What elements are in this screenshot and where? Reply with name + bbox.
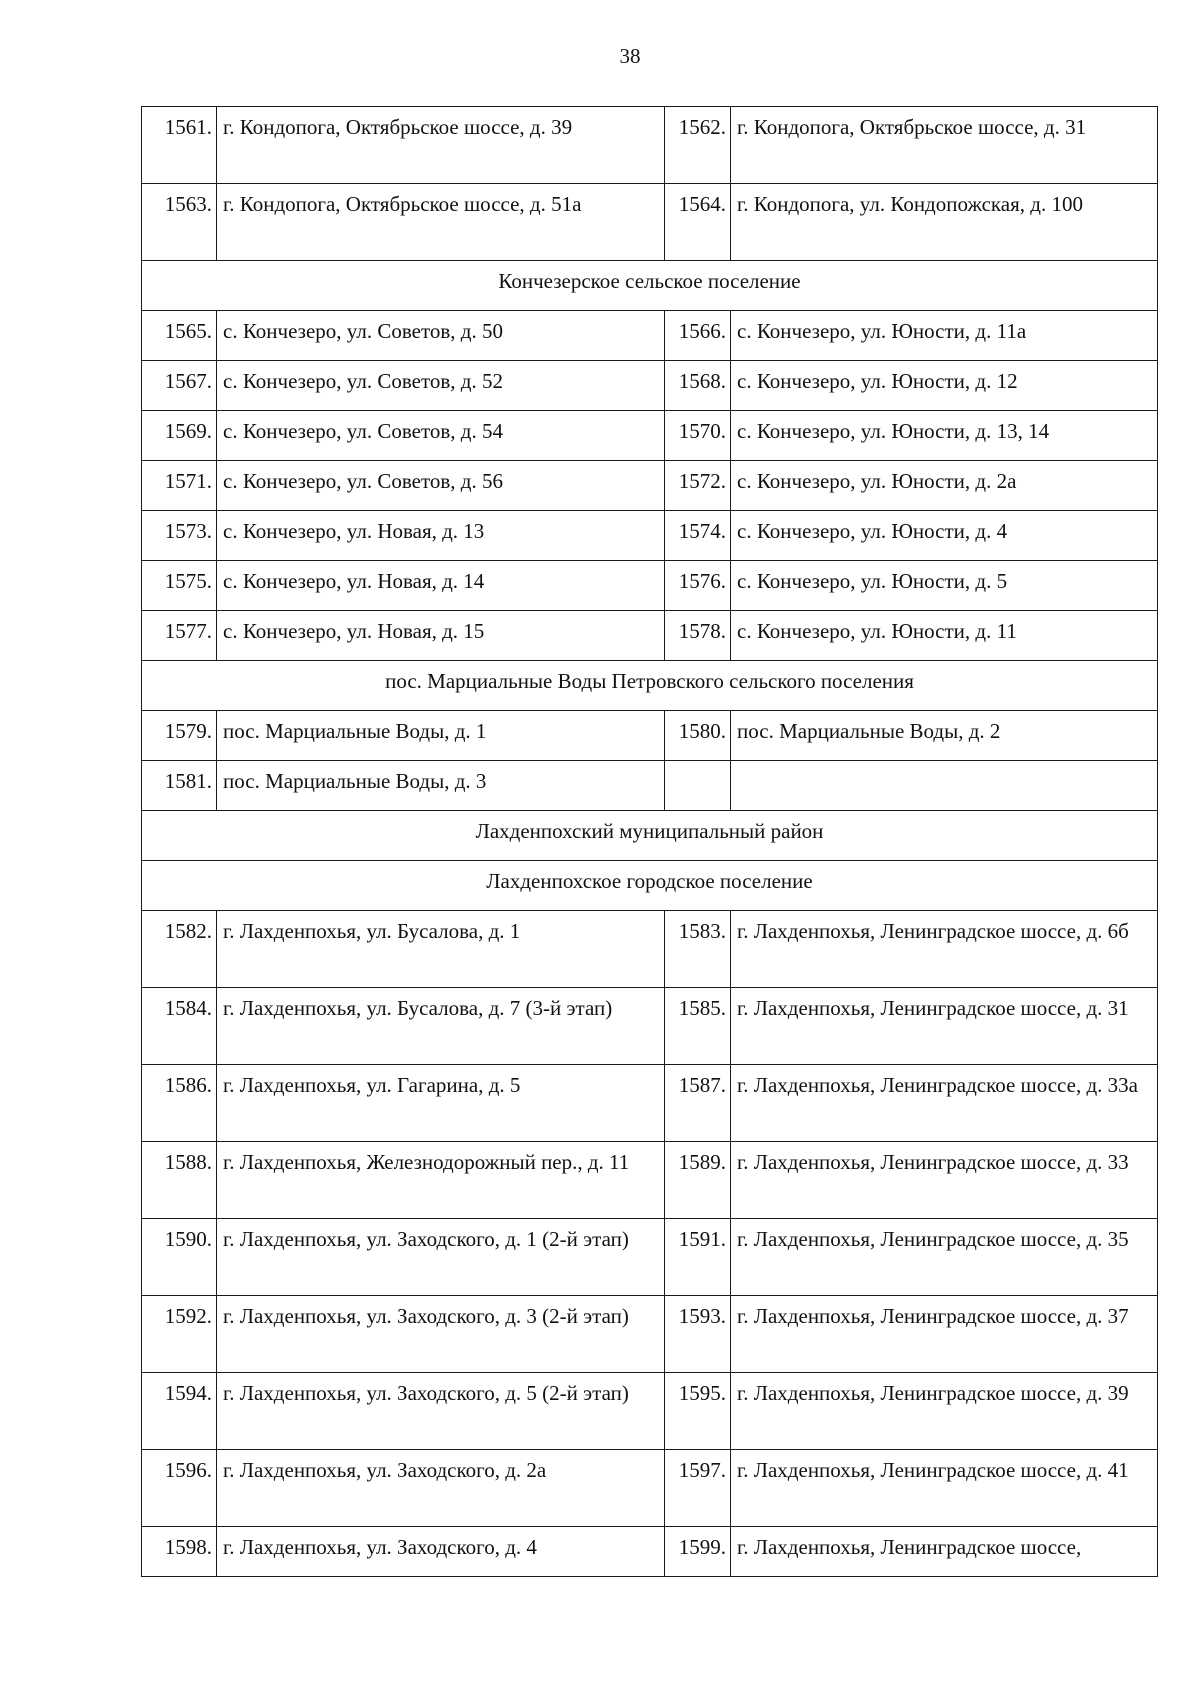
page-number: 38	[619, 44, 641, 68]
right-entry-address: г. Кондопога, ул. Кондопожская, д. 100	[731, 184, 1158, 261]
right-entry-address: г. Лахденпохья, Ленинградское шоссе, д. 33а	[731, 1065, 1158, 1142]
table-row	[142, 1373, 1158, 1450]
right-entry-address: с. Кончезеро, ул. Юности, д. 12	[731, 361, 1158, 411]
right-entry-number: 1583.	[665, 911, 731, 988]
left-entry-number: 1575.	[142, 561, 217, 611]
table-row	[142, 1296, 1158, 1373]
right-entry-number: 1574.	[665, 511, 731, 561]
left-entry-number: 1563.	[142, 184, 217, 261]
left-entry-number: 1594.	[142, 1373, 217, 1450]
table-row	[142, 1065, 1158, 1142]
table-row	[142, 107, 1158, 184]
right-entry-number: 1572.	[665, 461, 731, 511]
left-entry-address: с. Кончезеро, ул. Новая, д. 13	[217, 511, 665, 561]
right-entry-number: 1585.	[665, 988, 731, 1065]
left-entry-number: 1567.	[142, 361, 217, 411]
left-entry-number: 1569.	[142, 411, 217, 461]
left-entry-number: 1584.	[142, 988, 217, 1065]
right-entry-address: с. Кончезеро, ул. Юности, д. 13, 14	[731, 411, 1158, 461]
right-entry-number	[665, 761, 731, 811]
left-entry-address: пос. Марциальные Воды, д. 3	[217, 761, 665, 811]
section-header-row	[142, 661, 1158, 711]
left-entry-number: 1581.	[142, 761, 217, 811]
left-entry-number: 1582.	[142, 911, 217, 988]
right-entry-address: г. Лахденпохья, Ленинградское шоссе, д. 39	[731, 1373, 1158, 1450]
right-entry-number: 1562.	[665, 107, 731, 184]
right-entry-address: г. Лахденпохья, Ленинградское шоссе, д. 35	[731, 1219, 1158, 1296]
left-entry-number: 1573.	[142, 511, 217, 561]
table-row	[142, 361, 1158, 411]
right-entry-address: с. Кончезеро, ул. Юности, д. 2а	[731, 461, 1158, 511]
left-entry-number: 1596.	[142, 1450, 217, 1527]
section-header: Лахденпохский муниципальный район	[142, 811, 1158, 861]
left-entry-number: 1598.	[142, 1527, 217, 1577]
table-row	[142, 911, 1158, 988]
left-entry-number: 1577.	[142, 611, 217, 661]
left-entry-number: 1588.	[142, 1142, 217, 1219]
left-entry-number: 1590.	[142, 1219, 217, 1296]
right-entry-address	[731, 761, 1158, 811]
right-entry-address: г. Лахденпохья, Ленинградское шоссе, д. 37	[731, 1296, 1158, 1373]
left-entry-number: 1561.	[142, 107, 217, 184]
section-header: пос. Марциальные Воды Петровского сельского поселения	[142, 661, 1158, 711]
left-entry-address: с. Кончезеро, ул. Новая, д. 15	[217, 611, 665, 661]
right-entry-number: 1568.	[665, 361, 731, 411]
left-entry-address: г. Лахденпохья, ул. Гагарина, д. 5	[217, 1065, 665, 1142]
left-entry-number: 1579.	[142, 711, 217, 761]
right-entry-number: 1595.	[665, 1373, 731, 1450]
left-entry-address: г. Лахденпохья, ул. Заходского, д. 1 (2-й этап)	[217, 1219, 665, 1296]
left-entry-address: г. Лахденпохья, ул. Заходского, д. 3 (2-й этап)	[217, 1296, 665, 1373]
right-entry-address: г. Кондопога, Октябрьское шоссе, д. 31	[731, 107, 1158, 184]
table-row	[142, 411, 1158, 461]
left-entry-address: с. Кончезеро, ул. Новая, д. 14	[217, 561, 665, 611]
table-row	[142, 711, 1158, 761]
right-entry-number: 1580.	[665, 711, 731, 761]
table-row	[142, 1450, 1158, 1527]
left-entry-address: г. Кондопога, Октябрьское шоссе, д. 51а	[217, 184, 665, 261]
left-entry-address: г. Лахденпохья, ул. Бусалова, д. 7 (3-й этап)	[217, 988, 665, 1065]
table-row	[142, 761, 1158, 811]
left-entry-number: 1592.	[142, 1296, 217, 1373]
table-row	[142, 184, 1158, 261]
right-entry-number: 1591.	[665, 1219, 731, 1296]
left-entry-number: 1571.	[142, 461, 217, 511]
right-entry-address: с. Кончезеро, ул. Юности, д. 11	[731, 611, 1158, 661]
table-row	[142, 1527, 1158, 1577]
table-row	[142, 1219, 1158, 1296]
right-entry-number: 1599.	[665, 1527, 731, 1577]
right-entry-number: 1587.	[665, 1065, 731, 1142]
table-row	[142, 611, 1158, 661]
left-entry-address: пос. Марциальные Воды, д. 1	[217, 711, 665, 761]
section-header: Лахденпохское городское поселение	[142, 861, 1158, 911]
right-entry-address: г. Лахденпохья, Ленинградское шоссе, д. 41	[731, 1450, 1158, 1527]
right-entry-address: с. Кончезеро, ул. Юности, д. 11а	[731, 311, 1158, 361]
right-entry-number: 1576.	[665, 561, 731, 611]
left-entry-address: г. Лахденпохья, Железнодорожный пер., д. 11	[217, 1142, 665, 1219]
right-entry-number: 1566.	[665, 311, 731, 361]
table-row	[142, 561, 1158, 611]
section-header-row	[142, 811, 1158, 861]
left-entry-address: с. Кончезеро, ул. Советов, д. 56	[217, 461, 665, 511]
section-header-row	[142, 261, 1158, 311]
right-entry-number: 1593.	[665, 1296, 731, 1373]
right-entry-address: г. Лахденпохья, Ленинградское шоссе, д. 33	[731, 1142, 1158, 1219]
table-row	[142, 511, 1158, 561]
left-entry-address: с. Кончезеро, ул. Советов, д. 52	[217, 361, 665, 411]
right-entry-number: 1570.	[665, 411, 731, 461]
right-entry-number: 1578.	[665, 611, 731, 661]
table-row	[142, 1142, 1158, 1219]
left-entry-address: г. Лахденпохья, ул. Заходского, д. 4	[217, 1527, 665, 1577]
section-header-row	[142, 861, 1158, 911]
right-entry-address: г. Лахденпохья, Ленинградское шоссе, д. 31	[731, 988, 1158, 1065]
right-entry-address: г. Лахденпохья, Ленинградское шоссе, д. 6б	[731, 911, 1158, 988]
address-table	[141, 106, 1158, 1577]
right-entry-address: пос. Марциальные Воды, д. 2	[731, 711, 1158, 761]
left-entry-address: с. Кончезеро, ул. Советов, д. 50	[217, 311, 665, 361]
left-entry-address: г. Лахденпохья, ул. Заходского, д. 5 (2-й этап)	[217, 1373, 665, 1450]
section-header: Кончезерское сельское поселение	[142, 261, 1158, 311]
table-row	[142, 311, 1158, 361]
left-entry-address: г. Лахденпохья, ул. Бусалова, д. 1	[217, 911, 665, 988]
right-entry-address: с. Кончезеро, ул. Юности, д. 4	[731, 511, 1158, 561]
right-entry-address: с. Кончезеро, ул. Юности, д. 5	[731, 561, 1158, 611]
left-entry-address: с. Кончезеро, ул. Советов, д. 54	[217, 411, 665, 461]
table-row	[142, 988, 1158, 1065]
right-entry-address: г. Лахденпохья, Ленинградское шоссе,	[731, 1527, 1158, 1577]
left-entry-number: 1565.	[142, 311, 217, 361]
left-entry-number: 1586.	[142, 1065, 217, 1142]
left-entry-address: г. Лахденпохья, ул. Заходского, д. 2а	[217, 1450, 665, 1527]
left-entry-address: г. Кондопога, Октябрьское шоссе, д. 39	[217, 107, 665, 184]
right-entry-number: 1597.	[665, 1450, 731, 1527]
right-entry-number: 1564.	[665, 184, 731, 261]
right-entry-number: 1589.	[665, 1142, 731, 1219]
table-row	[142, 461, 1158, 511]
